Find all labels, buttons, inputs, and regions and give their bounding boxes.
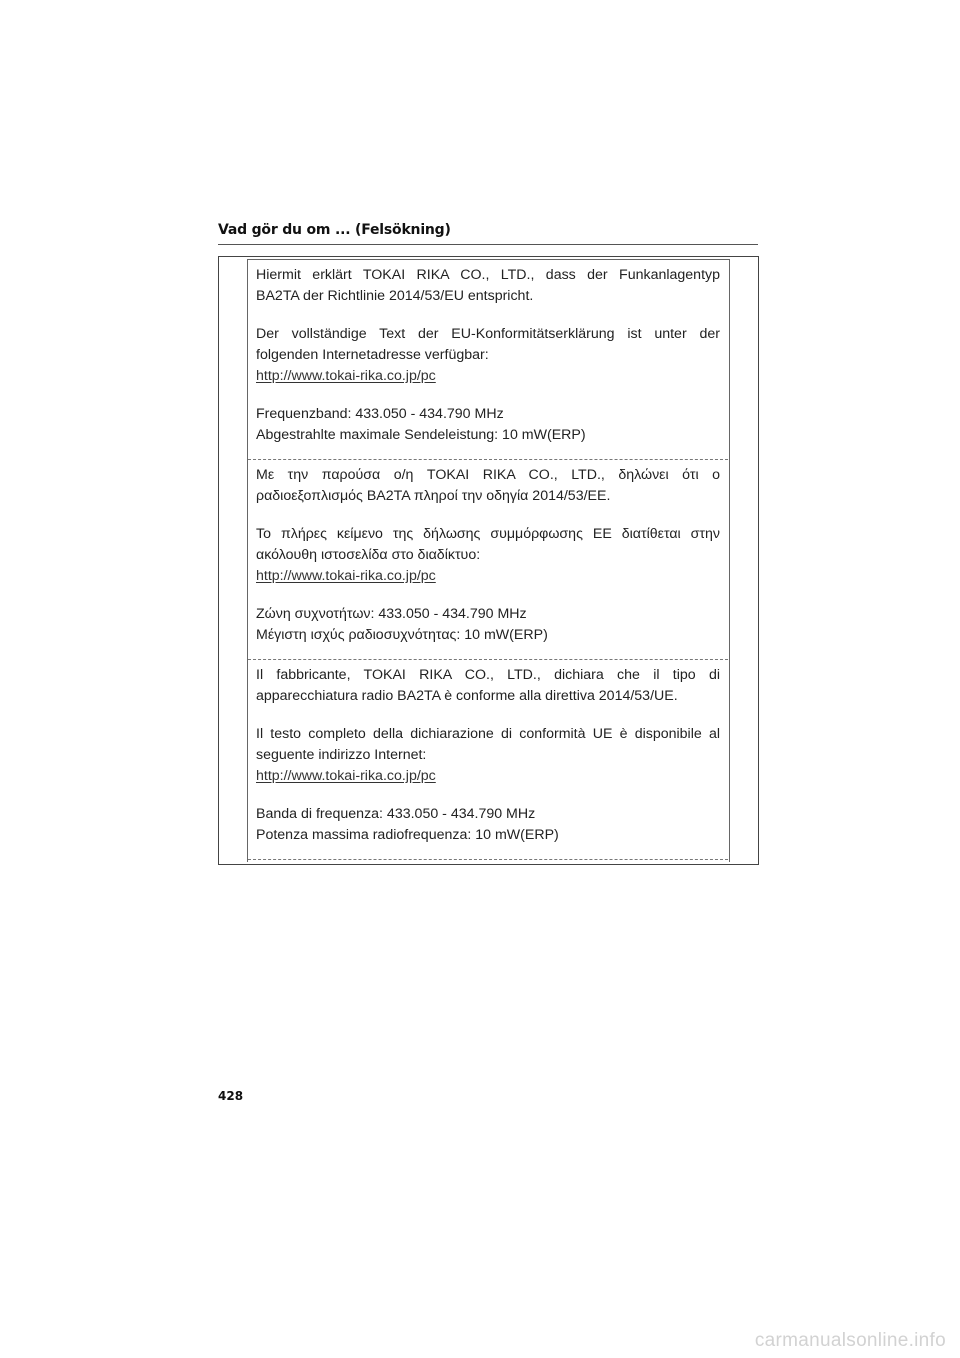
fulltext-line: Der vollständige Text der EU-Konformitätserklärung ist unter der xyxy=(256,326,720,342)
watermark-text: carmanualsonline.info xyxy=(754,1330,946,1351)
declaration-block-italian xyxy=(248,661,728,860)
fulltext-line: ακόλουθη ιστοσελίδα στο διαδίκτυο: xyxy=(256,547,481,563)
fulltext-line: Il testo completo della dichiarazione di conformità UE è disponibile al xyxy=(256,726,720,742)
specs-paragraph xyxy=(256,604,720,646)
fulltext-paragraph xyxy=(256,524,720,587)
declaration-line: apparecchiatura radio BA2TA è conforme alla direttiva 2014/53/UE. xyxy=(256,688,678,704)
page-number: 428 xyxy=(218,1089,244,1103)
frequency-band-text: Ζώνη συχνοτήτων: 433.050 - 434.790 MHz xyxy=(256,606,527,622)
declaration-paragraph xyxy=(256,465,720,507)
header-divider xyxy=(218,244,758,245)
max-power-text: Abgestrahlte maximale Sendeleistung: 10 mW(ERP) xyxy=(256,427,586,443)
max-power-text: Potenza massima radiofrequenza: 10 mW(ERP) xyxy=(256,827,559,843)
fulltext-line: folgenden Internetadresse verfügbar: xyxy=(256,347,489,363)
specs-paragraph xyxy=(256,804,720,846)
declaration-line: BA2TA der Richtlinie 2014/53/EU entspricht. xyxy=(256,288,534,304)
declaration-paragraph xyxy=(256,665,720,707)
fulltext-line: seguente indirizzo Internet: xyxy=(256,747,427,763)
max-power-text: Μέγιστη ισχύς ραδιοσυχνότητας: 10 mW(ERP) xyxy=(256,627,548,643)
fulltext-paragraph xyxy=(256,724,720,787)
declaration-url-link[interactable]: http://www.tokai-rika.co.jp/pc xyxy=(256,368,436,384)
declaration-block-greek xyxy=(248,461,728,660)
declaration-paragraph xyxy=(256,265,720,307)
declaration-url-link[interactable]: http://www.tokai-rika.co.jp/pc xyxy=(256,768,436,784)
declaration-line: Με την παρούσα ο/η TOKAI RIKA CO., LTD., δηλώνει ότι ο xyxy=(256,467,720,483)
fulltext-paragraph xyxy=(256,324,720,387)
fulltext-line: Το πλήρες κείμενο της δήλωσης συμμόρφωσης ΕΕ διατίθεται στην xyxy=(256,526,720,542)
declaration-block-german xyxy=(248,261,728,460)
frequency-band-text: Banda di frequenza: 433.050 - 434.790 MHz xyxy=(256,806,536,822)
declaration-line: Il fabbricante, TOKAI RIKA CO., LTD., dichiara che il tipo di xyxy=(256,667,720,683)
specs-paragraph xyxy=(256,404,720,446)
frequency-band-text: Frequenzband: 433.050 - 434.790 MHz xyxy=(256,406,504,422)
section-title: Vad gör du om ... (Felsökning) xyxy=(218,222,451,238)
declaration-line: ραδιοεξοπλισμός BA2TA πληροί την οδηγία 2014/53/ΕΕ. xyxy=(256,488,611,504)
declaration-url-link[interactable]: http://www.tokai-rika.co.jp/pc xyxy=(256,568,436,584)
declaration-line: Hiermit erklärt TOKAI RIKA CO., LTD., dass der Funkanlagentyp xyxy=(256,267,720,283)
